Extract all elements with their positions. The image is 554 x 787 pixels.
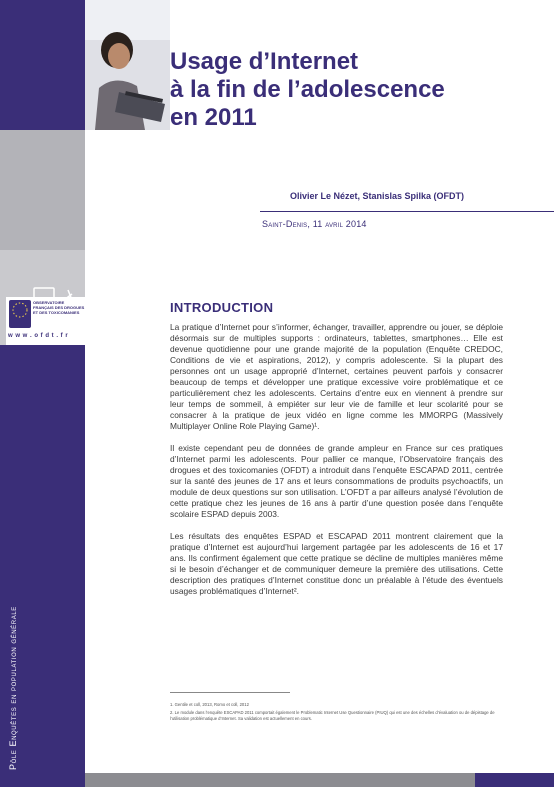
teen-with-laptop-photo [85,0,170,130]
body-text [170,322,503,608]
footnotes [170,702,505,724]
logo-wordmark: OBSERVATOIRE FRANÇAIS DES DROGUES ET DES TOXICOMANIES [33,300,85,315]
title-line-3: en 2011 [170,104,257,131]
document-title [170,48,500,132]
title-line-1: Usage d’Internet [170,48,359,75]
footnote: 1. Gentile et coll, 2013, Romo et coll, 2012 [170,702,249,707]
photo-illustration [85,0,170,130]
footnote: 2. Le module dans l’enquête ESCAPAD 2011 comportait également le Problematic Internet Use Questionnaire (PIUQ) qui est une des échelles d’évaluation ou de dépistage de l’utilisation problématique d’Internet. Sa validation est actuellement en cours. [170,710,495,721]
dateline: Saint-Denis, 11 avril 2014 [262,219,367,229]
paragraph: La pratique d’Internet pour s’informer, échanger, travailler, apprendre ou jouer, se déploie désormais sur de multiples supports : ordinateurs, tablettes, smartphones… Elle est devenue quotidienne pour une grande majorité de la population (Enquête CREDOC, Conditions de vie et aspirations, 2012), y compris adolescente. Si la plupart des personnes ont un usage approprié d’Internet, certaines peuvent parfois y consacrer beaucoup de temps et développer une pratique excessive voire problématique et ce particulièrement chez les adolescents. Certains d’entre eux en viennent à prendre sur leur temps de sommeil, à empiéter sur leur vie de famille et leur scolarité pour se consacrer à la pratique de jeux vidéo en ligne comme les MMORPG (Massively Multiplayer Online Role Playing Game)¹. [170,322,503,431]
authors: Olivier Le Nézet, Stanislas Spilka (OFDT) [290,191,465,201]
footer-bar-accent [475,773,554,787]
author-divider [260,211,554,212]
sidebar-top-block [0,0,85,130]
title-line-2: à la fin de l’adolescence [170,76,445,103]
eu-stars-icon [9,300,31,328]
ofdt-logo-mark [9,300,31,328]
section-heading: INTRODUCTION [170,300,274,315]
paragraph: Les résultats des enquêtes ESPAD et ESCAPAD 2011 montrent clairement que la pratique d’Internet est aujourd’hui largement partagée par les adolescents de 16 et 17 ans. Ils confirment également que cette pratique se décline de multiples manières même si le besoin d’échanger et de communiquer demeure la première des utilisations. Cette description des pratiques d’Internet constitue donc un préalable à l’étude des éventuels usages problématiques d’Internet². [170,531,503,596]
footnote-divider [170,692,290,693]
paragraph: Il existe cependant peu de données de grande ampleur en France sur ces pratiques d’Internet parmi les adolescents. Pour pallier ce manque, l’Observatoire français des drogues et des toxicomanies (OFDT) a introduit dans l’enquête ESCAPAD 2011, centrée sur la santé des jeunes de 17 ans et leurs consommations de produits psychoactifs, un module de deux questions sur son utilisation. L’OFDT a par ailleurs analysé l’évolution de cette pratique chez les jeunes de 16 ans à partir d’une question posée dans l’enquête scolaire ESPAD depuis 2003. [170,443,503,519]
sidebar-vertical-label: Pôle Enquêtes en population générale [8,606,18,770]
ofdt-logo [6,297,86,345]
logo-url: w w w . o f d t . f r [8,333,69,339]
sidebar-illustration-band [0,130,85,250]
footer-bar [85,773,475,787]
